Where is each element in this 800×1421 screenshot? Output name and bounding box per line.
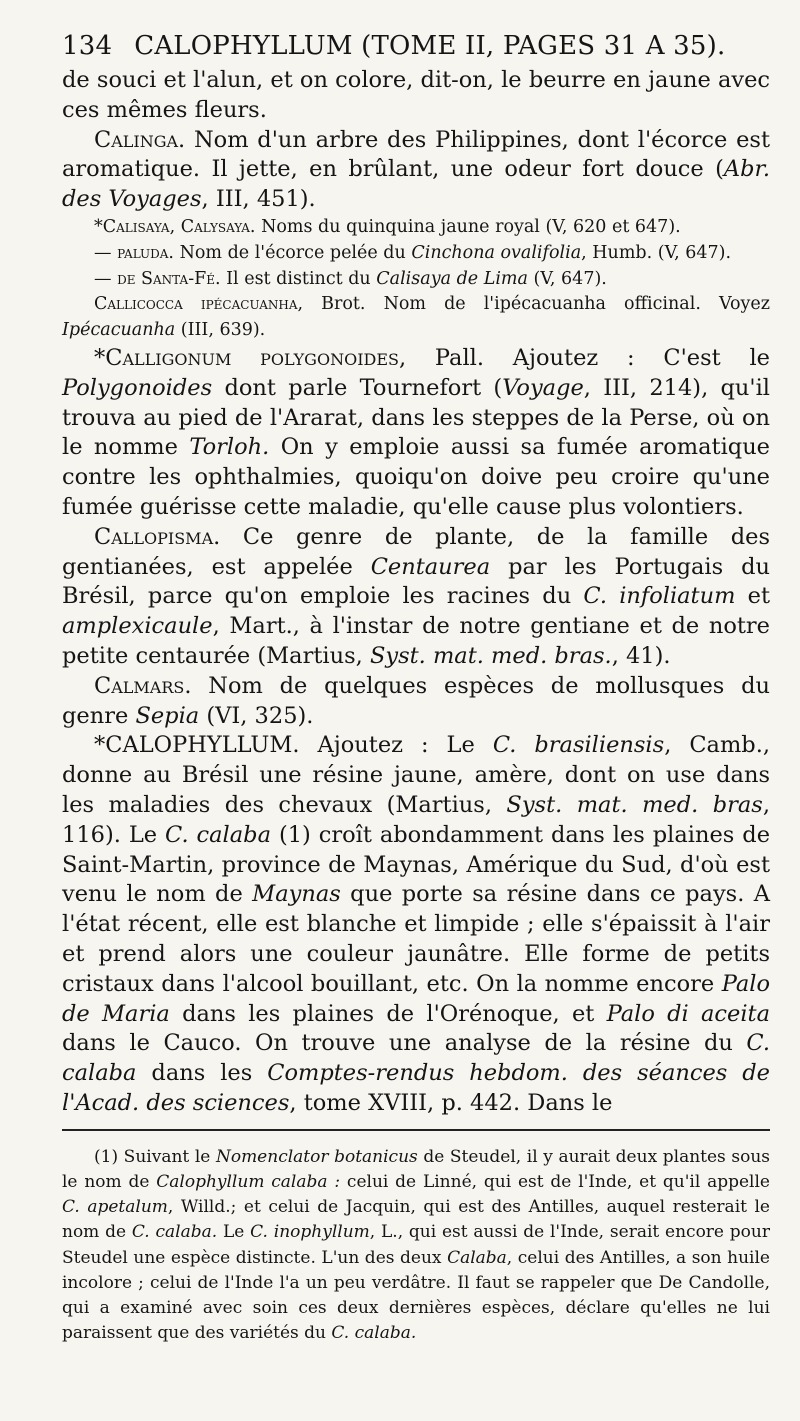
footnote bbox=[62, 1145, 770, 1347]
entry-text: Ajoutez : Le bbox=[299, 732, 493, 759]
entry-text: , Mart., à l'instar de notre gentiane et de notre petite centaurée (Martius, bbox=[62, 613, 770, 669]
entry-dash: — bbox=[94, 268, 118, 289]
entry-text: , tome XVIII, p. 442. Dans le bbox=[289, 1089, 613, 1116]
main-text bbox=[62, 66, 770, 1119]
entry-text: (VI, 325). bbox=[199, 702, 314, 729]
entry-text: Nom de quelques espèces de mollusques du genre bbox=[62, 672, 770, 729]
entry-santa-fe bbox=[62, 267, 770, 293]
entry-calmars bbox=[62, 672, 770, 732]
entry-text: , Humb. (V, 647). bbox=[581, 242, 732, 263]
page-header bbox=[62, 26, 770, 66]
entry-dash: — bbox=[94, 242, 118, 263]
entry-text: , III, 451). bbox=[201, 186, 316, 213]
entry-italic: Comptes-rendus hebdom. des séances de l'Acad. des sciences bbox=[62, 1060, 770, 1116]
entry-italic: C. infoliatum bbox=[583, 583, 736, 610]
footnote-run: Le bbox=[217, 1222, 251, 1243]
entry-text: par les Portugais du Brésil, parce qu'on emploie les racines du bbox=[62, 553, 770, 610]
footnote-run: celui de Linné, qui est de l'Inde, et qu'il appelle bbox=[340, 1171, 770, 1192]
footnote-separator bbox=[62, 1129, 770, 1131]
entry-callopisma bbox=[62, 523, 770, 672]
entry-head: *Calisaya, Calysaya. bbox=[94, 216, 256, 237]
entry-head: de Santa-Fé. bbox=[117, 268, 221, 289]
entry-paluda bbox=[62, 241, 770, 267]
entry-text: et bbox=[735, 583, 771, 610]
entry-italic: Cinchona ovalifolia bbox=[411, 242, 582, 263]
entry-text: (1) croît abondamment dans les plaines de Saint-Martin, province de Maynas, Amérique du Sud, d'où est venu le nom de bbox=[62, 821, 771, 908]
footnote-text bbox=[62, 1145, 770, 1347]
footnote-italic: C. inophyllum bbox=[250, 1222, 370, 1243]
entry-text: On y emploie aussi sa fumée aromatique contre les ophthalmies, quoiqu'on doive peu croire qu'une fumée guérisse cette maladie, qu'elle cause plus volontiers. bbox=[62, 434, 770, 520]
entry-head: Calinga. bbox=[94, 126, 186, 153]
footnote-run: , celui des Antilles, a son huile incolore ; celui de l'Inde l'a un peu verdâtre. Il faut se rappeler que De Candolle, qui a examiné avec soin ces deux dernières espèces, déclare qu'elles ne lui paraissent que des variétés du bbox=[62, 1247, 770, 1344]
running-title: CALOPHYLLUM (TOME II, PAGES 31 A 35). bbox=[134, 31, 726, 61]
footnote-run: (1) Suivant le bbox=[94, 1146, 216, 1167]
entry-head: Callicocca ipécacuanha, bbox=[94, 294, 304, 315]
entry-text: Brot. Nom de l'ipécacuanha officinal. Voyez bbox=[303, 294, 770, 315]
entry-italic: Voyage bbox=[502, 374, 584, 401]
footnote-italic: C. calaba. bbox=[331, 1323, 417, 1344]
entry-italic: C. calaba bbox=[62, 1030, 770, 1087]
entry-text: dans les plaines de l'Orénoque, et bbox=[169, 1000, 607, 1027]
entry-text: Ce genre de plante, de la famille des gentianées, est appelée bbox=[62, 523, 770, 580]
footnote-run: de Steudel, il y aurait deux plantes sous le nom de bbox=[62, 1146, 771, 1192]
entry-italic: Polygonoides bbox=[62, 374, 213, 401]
entry-text: , 41). bbox=[611, 642, 671, 669]
entry-italic: Calisaya de Lima bbox=[376, 268, 528, 289]
entry-italic: Syst. mat. med. bras. bbox=[369, 642, 612, 669]
footnote-italic: C. apetalum bbox=[62, 1197, 168, 1218]
entry-italic: Ipécacuanha bbox=[62, 320, 176, 341]
book-page bbox=[62, 26, 770, 1346]
entry-italic: Sepia bbox=[135, 702, 200, 729]
entry-head: Calmars. bbox=[94, 672, 192, 699]
entry-italic: Palo de Maria bbox=[62, 970, 770, 1027]
entry-text: Noms du quinquina jaune royal (V, 620 et 647). bbox=[255, 216, 681, 237]
entry-text: , 116). Le bbox=[62, 791, 770, 848]
page-number: 134 bbox=[62, 31, 113, 61]
entry-head: *Calligonum polygonoides, bbox=[94, 344, 407, 371]
paragraph-continuation: de souci et l'alun, et on colore, dit-on, le beurre en jaune avec ces mêmes fleurs. bbox=[62, 67, 770, 123]
entry-italic: Palo di aceita bbox=[606, 1000, 770, 1027]
entry-text: (III, 639). bbox=[175, 320, 266, 341]
entry-italic: Torloh. bbox=[189, 434, 270, 461]
entry-text: , III, 214), qu'il trouva au pied de l'Ararat, dans les steppes de la Perse, où on le nomme bbox=[62, 374, 771, 461]
footnote-run: , Willd.; et celui de Jacquin, qui est des Antilles, auquel resterait le nom de bbox=[62, 1197, 770, 1243]
entry-italic: C. brasiliensis bbox=[492, 732, 665, 759]
footnote-italic: Nomenclator botanicus bbox=[215, 1146, 418, 1167]
entry-text: , Camb., donne au Brésil une résine jaune, amère, dont on use dans les maladies des chevaux (Martius, bbox=[62, 732, 771, 818]
entry-italic: amplexicaule bbox=[62, 613, 213, 640]
entry-text: Nom d'un arbre des Philippines, dont l'écorce est aromatique. Il jette, en brûlant, une odeur fort douce ( bbox=[62, 126, 770, 183]
entry-text: dont parle Tournefort ( bbox=[212, 374, 503, 401]
entry-italic: Abr. des Voyages bbox=[62, 156, 770, 213]
entry-calisaya bbox=[62, 215, 770, 241]
entry-calligonum bbox=[62, 344, 770, 523]
entry-head: paluda. bbox=[117, 242, 174, 263]
entry-italic: Centaurea bbox=[370, 553, 491, 580]
entry-text: dans les bbox=[136, 1060, 268, 1087]
footnote-run: , L., qui est aussi de l'Inde, serait encore pour Steudel une espèce distincte. L'un des deux bbox=[62, 1222, 770, 1268]
entry-text: Il est distinct du bbox=[220, 268, 377, 289]
entry-italic: Maynas bbox=[252, 881, 341, 908]
footnote-italic: Calaba bbox=[447, 1247, 507, 1268]
entry-text: Nom de l'écorce pelée du bbox=[174, 242, 412, 263]
entry-text: que porte sa résine dans ce pays. A l'état récent, elle est blanche et limpide ; elle s'épaissit à l'air et prend alors une couleur jaunâtre. Elle forme de petits cristaux dans l'alcool bouillant, etc. On la nomme encore bbox=[62, 881, 770, 997]
entry-text: (V, 647). bbox=[527, 268, 607, 289]
footnote-italic: C. calaba. bbox=[131, 1222, 218, 1243]
entry-head: *CALOPHYLLUM. bbox=[94, 732, 300, 759]
entry-head: Callopisma. bbox=[94, 523, 221, 550]
entry-italic: C. calaba bbox=[165, 821, 271, 848]
entry-calinga bbox=[62, 126, 770, 215]
entry-text: Pall. Ajoutez : C'est le bbox=[406, 344, 770, 371]
entry-italic: Syst. mat. med. bras bbox=[506, 791, 763, 818]
footnote-italic: Calophyllum calaba : bbox=[156, 1171, 341, 1192]
entry-calophyllum bbox=[62, 731, 770, 1118]
entry-callicocca bbox=[62, 292, 770, 344]
entry-text: dans le Cauco. On trouve une analyse de la résine du bbox=[62, 1030, 747, 1057]
